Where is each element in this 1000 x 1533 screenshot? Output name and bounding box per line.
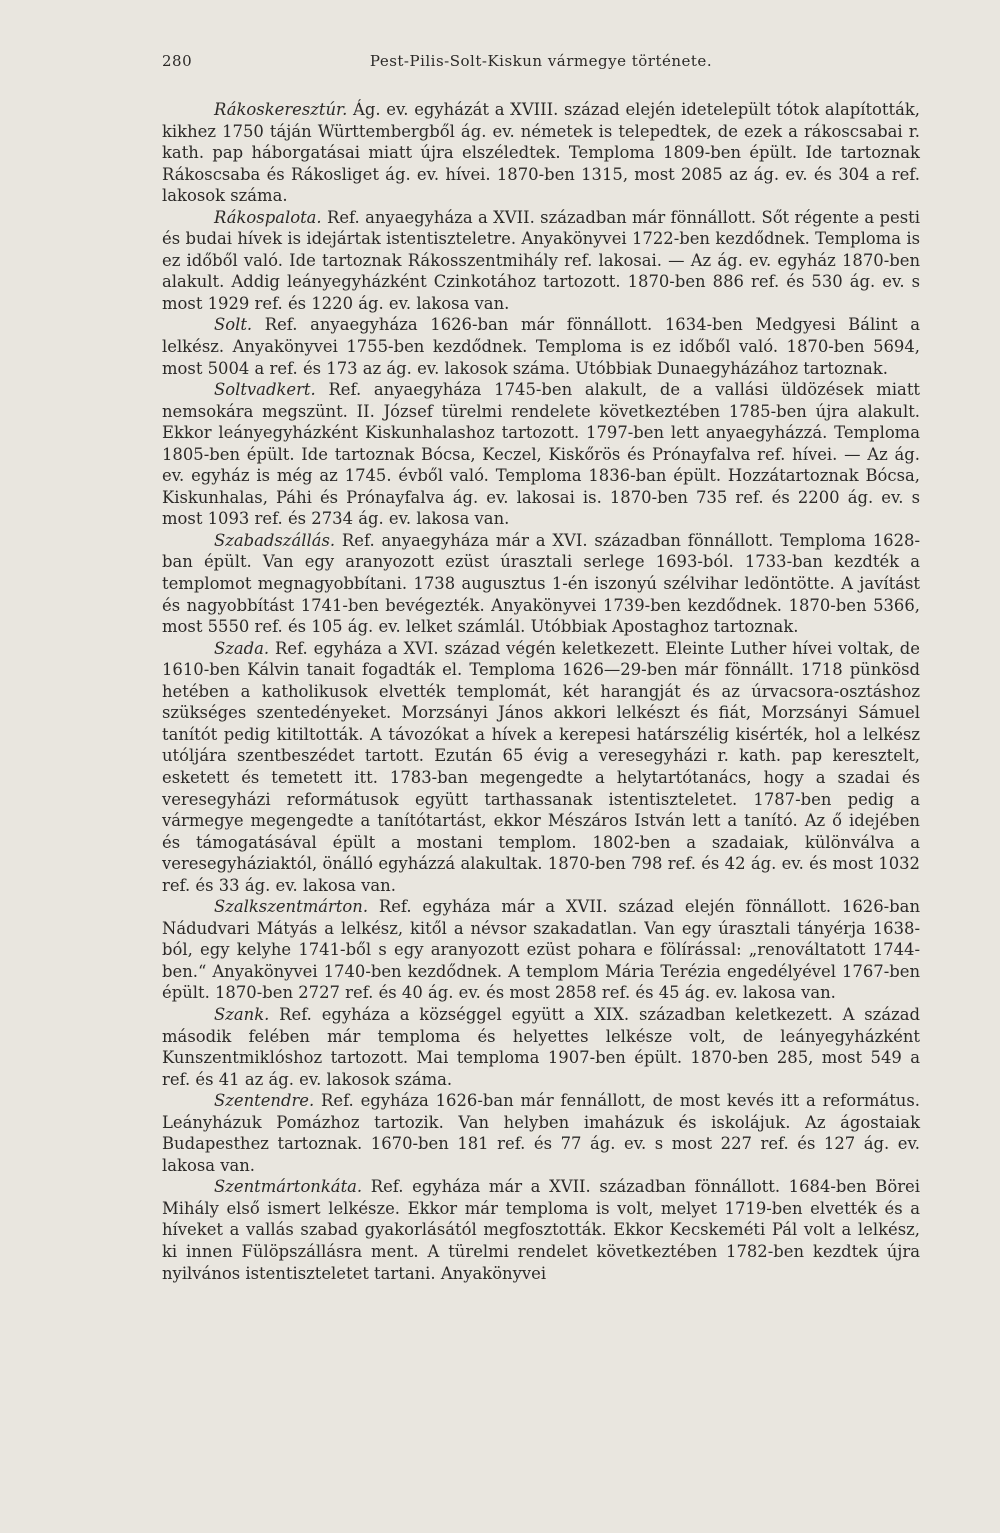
body-text: [162, 99, 920, 1284]
place-name: Rákospalota.: [214, 207, 322, 227]
entry-text: Ref. egyháza már a XVII. század elején fönnállott. 1626-ban Nádudvari Mátyás a lelkész, kitől a névsor szakadatlan. Van egy úrasztali tányérja 1638-ból, egy kelyhe 1741-ből s egy aranyozott ezüst pohara e fölírással: „renováltatott 1744-ben.“ Anyakönyvei 1740-ben kezdődnek. A templom Mária Terézia engedélyével 1767-ben épült. 1870-ben 2727 ref. és 40 ág. ev. és most 2858 ref. és 45 ág. ev. lakosa van.: [162, 897, 920, 1003]
entry-text: Ref. anyaegyháza a XVII. században már fönnállott. Sőt régente a pesti és budai hívek is idejártak istentiszteletre. Anyakönyvei 1722-ben kezdődnek. Temploma is ez időből való. Ide tartoznak Rákosszentmihály ref. lakosai. — Az ág. ev. egyház 1870-ben alakult. Addig leányegyházként Czinkotához tartozott. 1870-ben 886 ref. és 530 ág. ev. s most 1929 ref. és 1220 ág. ev. lakosa van.: [162, 207, 920, 313]
entry-text: Ref. egyháza 1626-ban már fennállott, de most kevés itt a református. Leányházuk Pomázhoz tartozik. Van helyben imaházuk és iskolájuk. Az ágostaiak Budapesthez tartoznak. 1670-ben 181 ref. és 77 ág. ev. s most 227 ref. és 127 ág. ev. lakosa van.: [162, 1091, 920, 1175]
place-name: Szentendre.: [214, 1091, 315, 1111]
place-name: Szada.: [214, 638, 270, 658]
entry-text: Ref. egyháza a XVI. század végén keletkezett. Eleinte Luther hívei voltak, de 1610-ben Kálvin tanait fogadták el. Temploma 1626—29-ben már fönnállt. 1718 pünkösd hetében a katholikusok elvették templomát, két harangját és az úrvacsora-osztáshoz szükséges szentedényeket. Morzsányi János akkori lelkészt és fiát, Morzsányi Sámuel tanítót pedig kitiltották. A távozókat a hívek a kerepesi határszélig kisérték, hol a lelkész utóljára szentbeszédet tartott. Ezután 65 évig a veresegyházi r. kath. pap keresztelt, esketett és temetett itt. 1783-ban megengedte a helytartótanács, hogy a szadai és veresegyházi reformátusok együtt tarthassanak istentiszteletet. 1787-ben pedig a vármegye megengedte a tanítótartást, ekkor Mészáros István lett a tanító. Az ő idejében és támogatásával épült a mostani templom. 1802-ben a szadaiak, különválva a veresegyháziaktól, önálló egyházzá alakultak. 1870-ben 798 ref. és 42 ág. ev. és most 1032 ref. és 33 ág. ev. lakosa van.: [162, 638, 920, 895]
entry-text: Ref. egyháza már a XVII. században fönnállott. 1684-ben Börei Mihály első ismert lelkésze. Ekkor már temploma is volt, melyet 1719-ben elvették és a híveket a vallás szabad gyakorlásától megfosztották. Ekkor Kecskeméti Pál volt a lelkész, ki innen Fülöpszállásra ment. A türelmi rendelet következtében 1782-ben kezdtek újra nyilvános istentiszteletet tartani. Anyakönyvei: [162, 1177, 920, 1283]
entry-rakospalota: [162, 207, 920, 315]
entry-text: Ref. egyháza a községgel együtt a XIX. században keletkezett. A század második felében már temploma és helyettes lelkésze volt, de leányegyházként Kunszentmiklóshoz tartozott. Mai temploma 1907-ben épült. 1870-ben 285, most 549 a ref. és 41 az ág. ev. lakosok száma.: [162, 1004, 920, 1089]
place-name: Szentmártonkáta.: [214, 1177, 363, 1197]
place-name: Solt.: [214, 315, 253, 335]
place-name: Szalkszentmárton.: [214, 897, 369, 917]
entry-text: Ág. ev. egyházát a XVIII. század elején idetelepült tótok alapították, kikhez 1750 táján Württembergből ág. ev. németek is telepedtek, de ezek a rákoscsabai r. kath. pap háborgatásai miatt újra elszéledtek. Temploma 1809-ben épült. Ide tartoznak Rákoscsaba és Rákosliget ág. ev. hívei. 1870-ben 1315, most 2085 az ág. ev. és 304 a ref. lakosok száma.: [162, 100, 920, 206]
entry-szentendre: [162, 1090, 920, 1176]
entry-rakoskeresztur: [162, 99, 920, 207]
place-name: Szabadszállás.: [214, 530, 336, 550]
entry-soltvadkert: [162, 379, 920, 530]
entry-text: Ref. anyaegyháza 1626-ban már fönnállott. 1634-ben Medgyesi Bálint a lelkész. Anyakönyvei 1755-ben kezdődnek. Temploma is ez időből való. 1870-ben 5694, most 5004 a ref. és 173 az ág. ev. lakosok száma. Utóbbiak Dunaegyházához tartoznak.: [162, 315, 920, 378]
page-number: 280: [162, 52, 193, 70]
entry-solt: [162, 314, 920, 379]
entry-szalkszentmarton: [162, 896, 920, 1004]
page-header: [162, 52, 920, 76]
place-name: Szank.: [214, 1004, 270, 1024]
entry-szabadszallas: [162, 530, 920, 638]
running-title: Pest-Pilis-Solt-Kiskun vármegye története.: [369, 52, 713, 70]
place-name: Soltvadkert.: [214, 380, 316, 400]
entry-text: Ref. anyaegyháza már a XVI. században fönnállott. Temploma 1628-ban épült. Van egy aranyozott ezüst úrasztali serlege 1693-ból. 1733-ban kezdték a templomot megnagyobbítani. 1738 augusztus 1-én iszonyú szélvihar ledöntötte. A javítást és nagyobbítást 1741-ben bevégezték. Anyakönyvei 1739-ben kezdődnek. 1870-ben 5366, most 5550 ref. és 105 ág. ev. lelket számlál. Utóbbiak Apostaghoz tartoznak.: [162, 530, 920, 637]
entry-szank: [162, 1004, 920, 1090]
entry-szentmartonkata: [162, 1176, 920, 1284]
entry-text: Ref. anyaegyháza 1745-ben alakult, de a vallási üldözések miatt nemsokára megszünt. II. József türelmi rendelete következtében 1785-ben újra alakult. Ekkor leányegyházként Kiskunhalashoz tartozott. 1797-ben lett anyaegyházzá. Temploma 1805-ben épült. Ide tartoznak Bócsa, Keczel, Kiskőrös és Prónayfalva ref. hívei. — Az ág. ev. egyház is még az 1745. évből való. Temploma 1836-ban épült. Hozzátartoznak Bócsa, Kiskunhalas, Páhi és Prónayfalva ág. ev. lakosai is. 1870-ben 735 ref. és 2200 ág. ev. s most 1093 ref. és 2734 ág. ev. lakosa van.: [162, 380, 920, 529]
place-name: Rákoskeresztúr.: [214, 100, 348, 119]
entry-szada: [162, 638, 920, 897]
